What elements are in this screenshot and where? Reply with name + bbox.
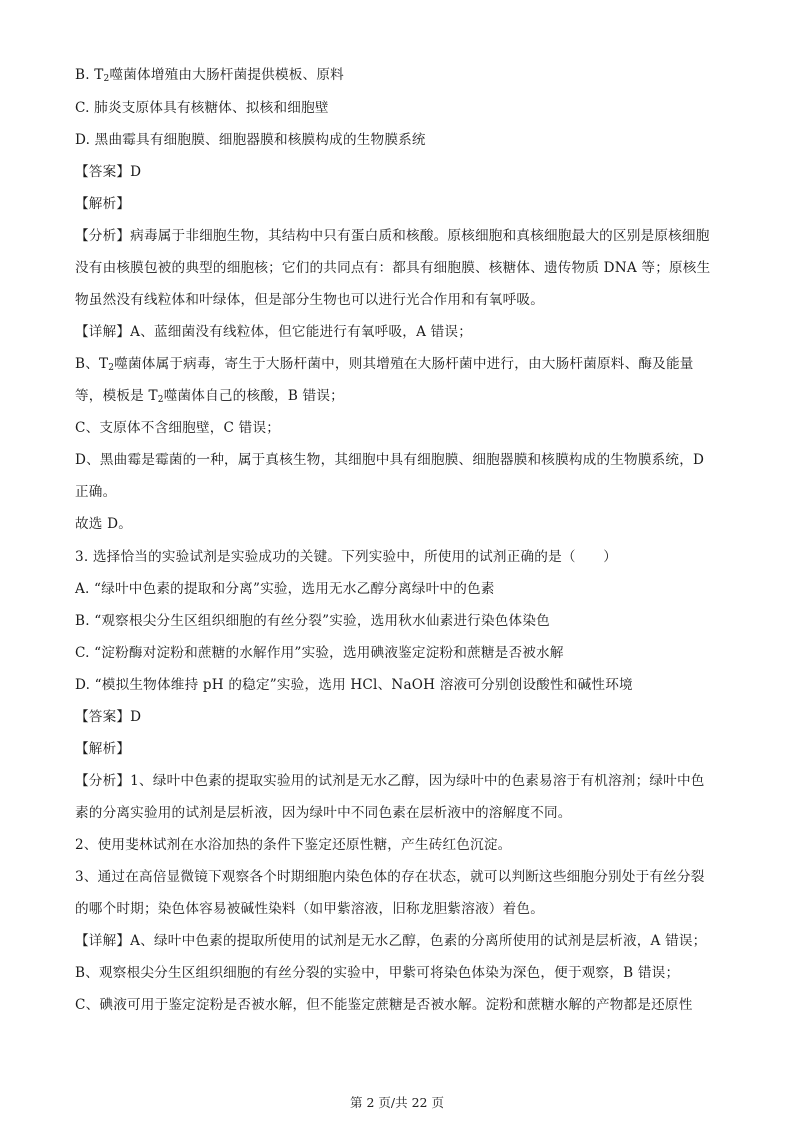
q2-analysis-line-2: 没有由核膜包被的典型的细胞核；它们的共同点有：都具有细胞膜、核糖体、遗传物质 DNA 等；原核生	[75, 260, 711, 276]
q2-option-b	[75, 66, 725, 84]
q2-analysis-label: 【解析】	[75, 196, 131, 212]
page-footer: 第 2 页/共 22 页	[350, 1095, 444, 1110]
q2-detail-c: C、支原体不含细胞壁，C 错误；	[75, 420, 281, 436]
q2-detail-b1-pre: B、T	[75, 356, 109, 372]
q2-detail-b-line-2	[75, 387, 725, 405]
q3-analysis-line-5: 的哪个时期；染色体容易被碱性染料（如甲紫溶液，旧称龙胆紫溶液）着色。	[75, 901, 544, 917]
q2-detail-b2-post: 噬菌体自己的核酸，B 错误；	[163, 388, 344, 404]
q2-detail-b-line-1	[75, 355, 725, 373]
q2-conclusion: 故选 D。	[75, 516, 133, 532]
q2-detail-b2-pre: 等，模板是 T	[75, 388, 158, 404]
q2-detail-d-line-1: D、黑曲霉是霉菌的一种，属于真核生物，其细胞中具有细胞膜、细胞器膜和核膜构成的生物膜系统，D	[75, 452, 705, 468]
q2-analysis-line-1: 【分析】病毒属于非细胞生物，其结构中只有蛋白质和核酸。原核细胞和真核细胞最大的区别是原核细胞	[75, 228, 710, 244]
q2-option-b-post: 噬菌体增殖由大肠杆菌提供模板、原料	[109, 67, 344, 83]
q3-analysis-line-1: 【分析】1、绿叶中色素的提取实验用的试剂是无水乙醇，因为绿叶中的色素易溶于有机溶剂；绿叶中色	[75, 773, 705, 789]
q3-option-a: A. “绿叶中色素的提取和分离”实验，选用无水乙醇分离绿叶中的色素	[75, 581, 495, 597]
q3-option-b: B. “观察根尖分生区组织细胞的有丝分裂”实验，选用秋水仙素进行染色体染色	[75, 613, 550, 629]
q3-detail-c: C、碘液可用于鉴定淀粉是否被水解，但不能鉴定蔗糖是否被水解。淀粉和蔗糖水解的产物都是还原性	[75, 997, 693, 1013]
q3-answer: 【答案】D	[75, 709, 142, 725]
q3-stem: 3. 选择恰当的实验试剂是实验成功的关键。下列实验中，所使用的试剂正确的是（ ）	[75, 549, 618, 565]
q2-detail-d-line-2: 正确。	[75, 484, 117, 500]
q2-option-d: D. 黑曲霉具有细胞膜、细胞器膜和核膜构成的生物膜系统	[75, 132, 426, 148]
q2-detail-b1-post: 噬菌体属于病毒，寄生于大肠杆菌中，则其增殖在大肠杆菌中进行，由大肠杆菌原料、酶及能量	[114, 356, 694, 372]
q2-option-b-sub: 2	[103, 74, 110, 84]
q2-detail-b1-sub: 2	[108, 363, 115, 373]
q3-detail-b: B、观察根尖分生区组织细胞的有丝分裂的实验中，甲紫可将染色体染为深色，便于观察，B 错误；	[75, 965, 680, 981]
q3-analysis-label: 【解析】	[75, 741, 131, 757]
q3-option-d: D. “模拟生物体维持 pH 的稳定”实验，选用 HCl、NaOH 溶液可分别创设酸性和碱性环境	[75, 677, 633, 693]
q2-detail-a: 【详解】A、蓝细菌没有线粒体，但它能进行有氧呼吸，A 错误；	[75, 324, 472, 340]
q2-answer: 【答案】D	[75, 164, 142, 180]
q3-option-c: C. “淀粉酶对淀粉和蔗糖的水解作用”实验，选用碘液鉴定淀粉和蔗糖是否被水解	[75, 645, 564, 661]
q2-detail-b2-sub: 2	[157, 395, 164, 405]
q3-detail-a: 【详解】A、绿叶中色素的提取所使用的试剂是无水乙醇，色素的分离所使用的试剂是层析液，A 错误；	[75, 933, 707, 949]
q3-analysis-line-2: 素的分离实验用的试剂是层析液，因为绿叶中不同色素在层析液中的溶解度不同。	[75, 805, 572, 821]
q2-analysis-line-3: 物虽然没有线粒体和叶绿体，但是部分生物也可以进行光合作用和有氧呼吸。	[75, 292, 544, 308]
q2-option-b-pre: B. T	[75, 67, 104, 83]
q3-analysis-line-3: 2、使用斐林试剂在水浴加热的条件下鉴定还原性糖，产生砖红色沉淀。	[75, 837, 512, 853]
q3-analysis-line-4: 3、通过在高倍显微镜下观察各个时期细胞内染色体的存在状态，就可以判断这些细胞分别处于有丝分裂	[75, 869, 705, 885]
q2-option-c: C. 肺炎支原体具有核糖体、拟核和细胞壁	[75, 100, 329, 116]
